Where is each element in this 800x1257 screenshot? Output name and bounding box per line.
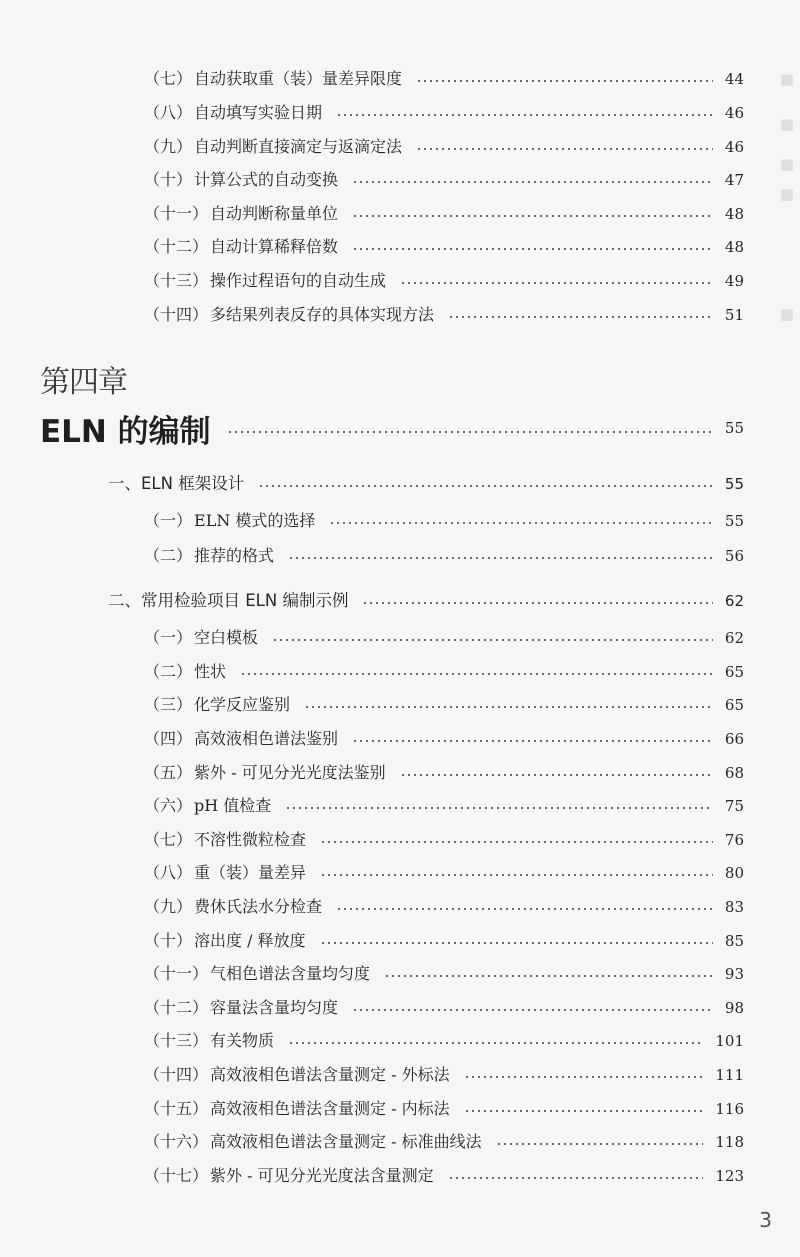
entry-page: 68	[724, 764, 744, 782]
dot-leader	[384, 975, 713, 977]
entry-page: 76	[724, 831, 744, 849]
entry-page: 55	[724, 512, 744, 530]
toc-entry[interactable]	[144, 1129, 744, 1155]
entry-number: （十三）	[144, 271, 209, 290]
entry-number: （一）	[144, 628, 193, 647]
dot-leader	[258, 485, 713, 487]
chapter-label: 第四章	[40, 365, 127, 400]
entry-page: 93	[724, 965, 744, 983]
dot-leader	[400, 774, 713, 776]
entry-title: 紫外 - 可见分光光度法鉴别	[194, 763, 386, 782]
toc-entry[interactable]	[144, 760, 744, 786]
toc-entry[interactable]	[144, 201, 744, 227]
entry-title: 气相色谱法含量均匀度	[210, 964, 371, 983]
dot-leader	[416, 80, 713, 82]
toc-entry[interactable]	[144, 134, 744, 160]
entry-number: （七）	[144, 69, 193, 88]
entry-page: 56	[724, 547, 744, 565]
toc-entry[interactable]	[144, 692, 744, 718]
entry-title: 高效液相色谱法含量测定 - 内标法	[210, 1099, 450, 1118]
entry-number: （二）	[144, 546, 193, 565]
toc-entry[interactable]	[144, 302, 744, 328]
entry-number: （三）	[144, 695, 193, 714]
dot-leader	[227, 431, 713, 433]
entry-page: 65	[724, 663, 744, 681]
dot-leader	[400, 282, 713, 284]
toc-entry[interactable]	[144, 793, 744, 819]
dot-leader	[352, 740, 713, 742]
entry-title: 重（装）量差异	[194, 863, 307, 882]
dot-leader	[320, 841, 713, 843]
dot-leader	[285, 807, 713, 809]
entry-number: （二）	[144, 662, 193, 681]
entry-title: 不溶性微粒检查	[194, 830, 307, 849]
dot-leader	[464, 1110, 704, 1112]
dot-leader	[320, 874, 713, 876]
toc-entry[interactable]	[144, 508, 744, 534]
entry-number: （十二）	[144, 237, 209, 256]
entry-number: （五）	[144, 763, 193, 782]
entry-page: 83	[724, 898, 744, 916]
entry-title: 性状	[194, 662, 227, 681]
entry-number: （十一）	[144, 964, 209, 983]
toc-entry[interactable]	[144, 66, 744, 92]
dot-leader	[272, 639, 713, 641]
entry-title: 容量法含量均匀度	[210, 998, 339, 1017]
entry-page: 47	[724, 171, 744, 189]
dot-leader	[288, 1042, 703, 1044]
toc-entry[interactable]	[144, 1163, 744, 1189]
dot-leader	[336, 114, 713, 116]
toc-entry[interactable]	[144, 1062, 744, 1088]
entry-page: 75	[724, 797, 744, 815]
entry-page: 48	[724, 238, 744, 256]
toc-entry[interactable]	[144, 860, 744, 886]
entry-title: pH 值检查	[194, 796, 272, 815]
dot-leader	[496, 1143, 704, 1145]
entry-number: （九）	[144, 897, 193, 916]
toc-entry[interactable]	[144, 659, 744, 685]
toc-entry[interactable]	[144, 726, 744, 752]
entry-page: 80	[724, 864, 744, 882]
entry-number: （十）	[144, 170, 193, 189]
dot-leader	[464, 1076, 704, 1078]
toc-entry[interactable]	[144, 268, 744, 294]
dot-leader	[320, 942, 713, 944]
show-through-marks: ■ ■ ■ ■ ■	[779, 70, 794, 323]
entry-title: 空白模板	[194, 628, 259, 647]
entry-title: 自动计算稀释倍数	[210, 237, 339, 256]
section-entry[interactable]	[106, 471, 744, 497]
dot-leader	[240, 673, 713, 675]
entry-number: （十四）	[144, 1065, 209, 1084]
entry-page: 101	[715, 1032, 744, 1050]
entry-title: 自动判断称量单位	[210, 204, 339, 223]
entry-title: 自动获取重（装）量差异限度	[194, 69, 403, 88]
entry-title: 高效液相色谱法含量测定 - 外标法	[210, 1065, 450, 1084]
dot-leader	[362, 602, 712, 604]
toc-entry[interactable]	[144, 543, 744, 569]
entry-number: （四）	[144, 729, 193, 748]
section-page: 62	[724, 592, 744, 610]
entry-number: （十二）	[144, 998, 209, 1017]
section-title: 二、常用检验项目 ELN 编制示例	[108, 591, 349, 610]
toc-entry[interactable]	[144, 961, 744, 987]
dot-leader	[352, 1009, 713, 1011]
entry-title: ELN 模式的选择	[194, 511, 316, 530]
dot-leader	[288, 557, 713, 559]
dot-leader	[416, 148, 713, 150]
entry-page: 118	[715, 1133, 744, 1151]
section-title: 一、ELN 框架设计	[108, 474, 245, 493]
entry-number: （七）	[144, 830, 193, 849]
dot-leader	[336, 908, 713, 910]
section-page: 55	[724, 475, 744, 493]
entry-number: （六）	[144, 796, 193, 815]
entry-title: 推荐的格式	[194, 546, 275, 565]
dot-leader	[448, 1177, 704, 1179]
toc-entry[interactable]	[144, 167, 744, 193]
entry-number: （十三）	[144, 1031, 209, 1050]
entry-title: 费休氏法水分检查	[194, 897, 323, 916]
entry-number: （十四）	[144, 305, 209, 324]
toc-entry[interactable]	[144, 995, 744, 1021]
entry-page: 98	[724, 999, 744, 1017]
toc-entry[interactable]	[144, 827, 744, 853]
dot-leader	[352, 181, 713, 183]
page-folio: 3	[759, 1208, 772, 1232]
entry-title: 操作过程语句的自动生成	[210, 271, 387, 290]
toc-entry[interactable]	[144, 234, 744, 260]
entry-page: 66	[724, 730, 744, 748]
dot-leader	[304, 706, 713, 708]
entry-number: （十一）	[144, 204, 209, 223]
toc-entry[interactable]	[144, 1028, 744, 1054]
entry-title: 多结果列表反存的具体实现方法	[210, 305, 435, 324]
dot-leader	[448, 316, 713, 318]
entry-title: 高效液相色谱法含量测定 - 标准曲线法	[210, 1132, 482, 1151]
dot-leader	[352, 215, 713, 217]
toc-entry[interactable]	[144, 625, 744, 651]
entry-page: 85	[724, 932, 744, 950]
entry-page: 46	[724, 138, 744, 156]
entry-page: 116	[715, 1100, 744, 1118]
entry-page: 48	[724, 205, 744, 223]
dot-leader	[329, 522, 712, 524]
entry-title: 自动填写实验日期	[194, 103, 323, 122]
entry-number: （八）	[144, 863, 193, 882]
entry-number: （一）	[144, 511, 193, 530]
section-entry[interactable]	[106, 588, 744, 614]
dot-leader	[352, 248, 713, 250]
entry-page: 123	[715, 1167, 744, 1185]
entry-title: 高效液相色谱法鉴别	[194, 729, 339, 748]
entry-number: （十七）	[144, 1166, 209, 1185]
entry-title: 化学反应鉴别	[194, 695, 291, 714]
entry-page: 44	[724, 70, 744, 88]
chapter-page: 55	[724, 419, 744, 437]
entry-page: 62	[724, 629, 744, 647]
entry-title: 有关物质	[210, 1031, 275, 1050]
entry-number: （十五）	[144, 1099, 209, 1118]
entry-title: 溶出度 / 释放度	[194, 931, 306, 950]
chapter-entry[interactable]	[40, 406, 744, 450]
entry-page: 51	[724, 306, 744, 324]
toc-entry[interactable]	[144, 1096, 744, 1122]
entry-number: （十六）	[144, 1132, 209, 1151]
entry-page: 49	[724, 272, 744, 290]
toc-entry[interactable]	[144, 894, 744, 920]
entry-title: 自动判断直接滴定与返滴定法	[194, 137, 403, 156]
toc-entry[interactable]	[144, 928, 744, 954]
entry-page: 46	[724, 104, 744, 122]
entry-number: （八）	[144, 103, 193, 122]
toc-entry[interactable]	[144, 100, 744, 126]
entry-page: 111	[715, 1066, 744, 1084]
entry-number: （十）	[144, 931, 193, 950]
entry-title: 紫外 - 可见分光光度法含量测定	[210, 1166, 434, 1185]
entry-title: 计算公式的自动变换	[194, 170, 339, 189]
entry-page: 65	[724, 696, 744, 714]
chapter-title: ELN 的编制	[40, 413, 211, 450]
entry-number: （九）	[144, 137, 193, 156]
